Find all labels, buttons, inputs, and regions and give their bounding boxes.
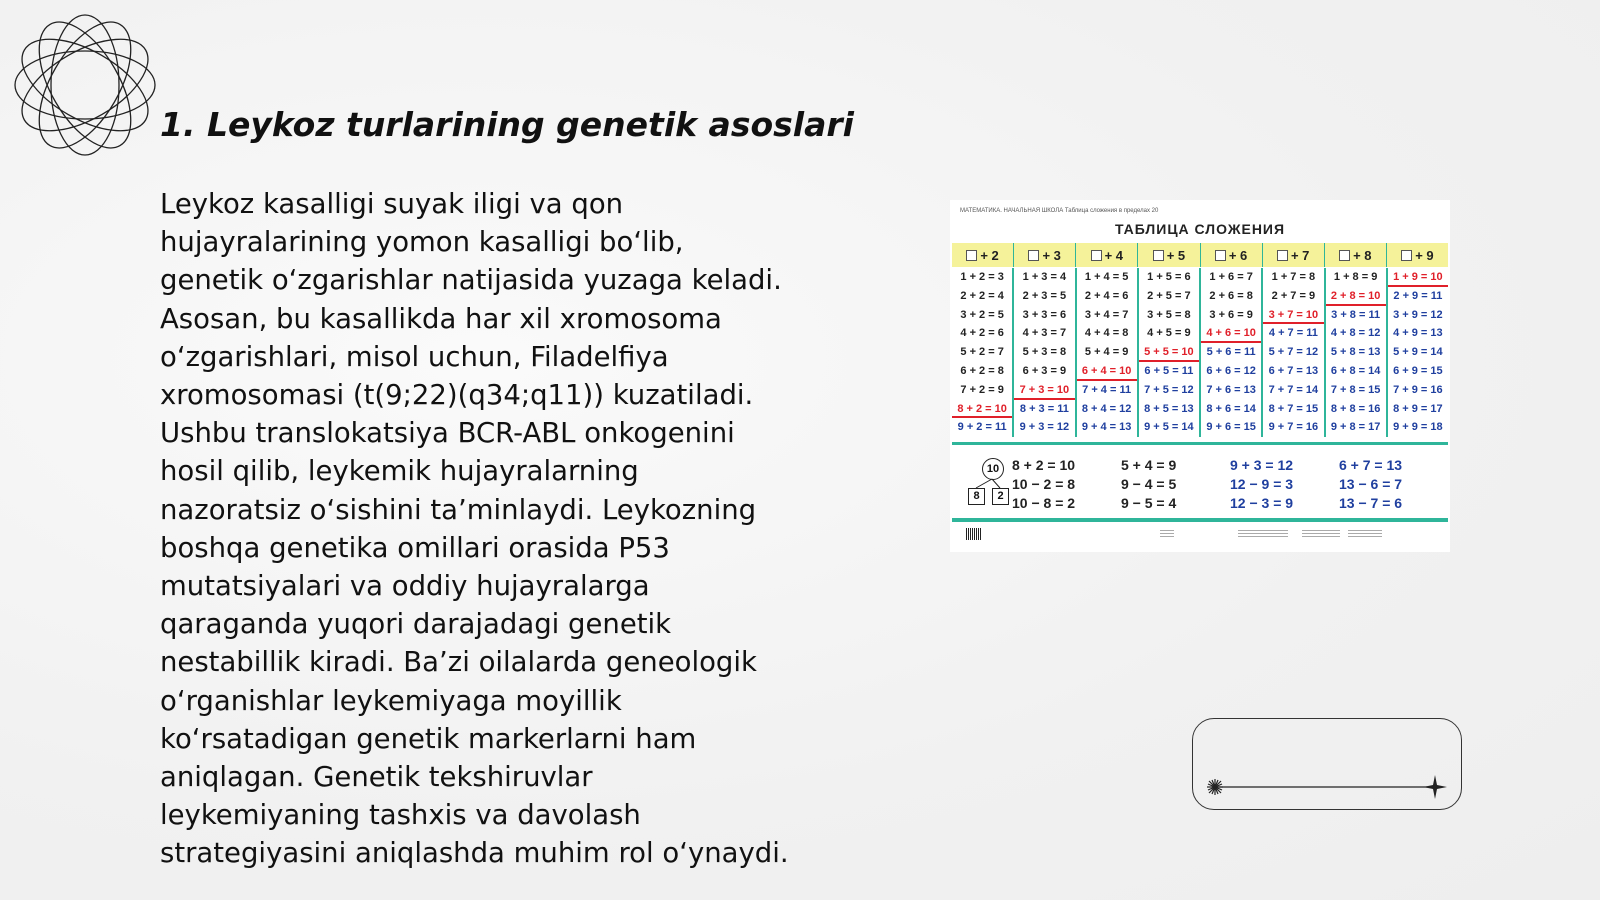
- poster-cell: 6 + 8 = 14: [1330, 364, 1381, 377]
- poster-cell: 5 + 9 = 14: [1393, 346, 1443, 359]
- poster-cell: 7 + 6 = 13: [1206, 383, 1256, 396]
- body-text-line: Asosan, bu kasallikda har xil xromosoma: [160, 302, 722, 335]
- addition-table-image: [950, 200, 1450, 552]
- poster-column-header-label: + 2: [980, 247, 999, 263]
- poster-divider: [952, 442, 1448, 445]
- body-text-line: xromosomasi (t(9;22)(q34;q11)) kuzatiladi.: [160, 379, 754, 412]
- poster-cell: 2 + 2 = 4: [960, 289, 1004, 302]
- poster-cell: 4 + 7 = 11: [1268, 327, 1318, 340]
- body-text-line: boshqa genetika omillari orasida P53: [160, 531, 670, 564]
- poster-column-headers: [952, 243, 1448, 267]
- poster-bottom-divider: [952, 518, 1448, 522]
- body-text-line: strategiyasini aniqlashda muhim rol o‘ynaydi.: [160, 837, 789, 870]
- decomposition-part-a: 8: [968, 488, 985, 505]
- poster-cell: 2 + 6 = 8: [1209, 289, 1253, 302]
- equation-block: [1339, 450, 1448, 512]
- poster-cell: 7 + 4 = 11: [1082, 383, 1132, 396]
- blank-box-icon: [1277, 250, 1288, 261]
- poster-cell: 9 + 4 = 13: [1081, 421, 1132, 434]
- star-icon: [1423, 775, 1447, 799]
- poster-cell: 7 + 3 = 10: [1014, 381, 1074, 400]
- poster-cell: 3 + 7 = 10: [1263, 306, 1323, 325]
- poster-cell: 4 + 5 = 9: [1147, 327, 1191, 340]
- poster-cell: 5 + 4 = 9: [1084, 346, 1129, 359]
- poster-column-header: [1324, 243, 1386, 267]
- blank-box-icon: [966, 250, 977, 261]
- poster-column-header-label: + 5: [1166, 247, 1186, 263]
- slide-title: 1. Leykoz turlarining genetik asoslari: [160, 105, 854, 144]
- poster-footer-fineprint: [1238, 530, 1288, 538]
- poster-cell: 2 + 4 = 6: [1084, 289, 1129, 302]
- poster-cell: 8 + 4 = 12: [1081, 402, 1132, 415]
- poster-cell: 6 + 5 = 11: [1144, 364, 1194, 377]
- poster-cell: 7 + 8 = 15: [1330, 383, 1381, 396]
- body-text-line: leykemiyaning tashxis va davolash: [160, 799, 641, 832]
- poster-cell: 4 + 9 = 13: [1393, 327, 1443, 340]
- poster-title: ТАБЛИЦА СЛОЖЕНИЯ: [1114, 221, 1286, 237]
- poster-column: [1137, 268, 1199, 437]
- poster-column: [1324, 268, 1386, 437]
- poster-cell: 3 + 2 = 5: [960, 308, 1004, 321]
- poster-cell: 4 + 3 = 7: [1022, 327, 1067, 340]
- poster-column-header: [1386, 243, 1448, 267]
- equation-line: 12 − 3 = 9: [1230, 495, 1294, 511]
- timeline-widget: [1192, 718, 1462, 810]
- poster-column-header: [952, 243, 1013, 267]
- body-text-line: o‘zgarishlari, misol uchun, Filadelfiya: [160, 340, 669, 373]
- poster-column-header: [1075, 243, 1137, 267]
- poster-cell: 3 + 3 = 6: [1022, 308, 1067, 321]
- blank-box-icon: [1091, 250, 1102, 261]
- body-text-line: hujayralarining yomon kasalligi bo‘lib,: [160, 226, 684, 259]
- poster-cell: 8 + 7 = 15: [1268, 402, 1319, 415]
- equation-block: [1230, 450, 1339, 512]
- equation-line: 12 − 9 = 3: [1230, 476, 1294, 492]
- poster-column-header-label: + 7: [1290, 247, 1310, 263]
- body-text-line: ko‘rsatadigan genetik markerlarni ham: [160, 722, 697, 755]
- poster-column-header-label: + 8: [1353, 247, 1372, 263]
- poster-cell: 1 + 2 = 3: [960, 271, 1004, 283]
- equation-line: 8 + 2 = 10: [1012, 457, 1076, 473]
- equation-line: 13 − 7 = 6: [1339, 495, 1403, 511]
- blank-box-icon: [1028, 250, 1039, 261]
- poster-cell: 6 + 4 = 10: [1077, 362, 1137, 381]
- poster-addition-grid: [952, 268, 1448, 437]
- poster-column: [1199, 268, 1261, 437]
- poster-cell: 7 + 9 = 16: [1393, 383, 1443, 396]
- poster-cell: 1 + 3 = 4: [1022, 271, 1067, 283]
- interlocking-circles-icon: [10, 10, 160, 160]
- poster-cell: 6 + 3 = 9: [1022, 364, 1067, 377]
- poster-column-header-label: + 6: [1228, 247, 1248, 263]
- equation-line: 6 + 7 = 13: [1339, 457, 1403, 473]
- poster-cell: 8 + 5 = 13: [1144, 402, 1194, 415]
- blank-box-icon: [1153, 250, 1164, 261]
- decomposition-lines: [952, 450, 1012, 490]
- equation-line: 9 − 5 = 4: [1121, 495, 1177, 511]
- sparkle-icon: [1207, 779, 1223, 795]
- body-text-line: mutatsiyalari va oddiy hujayralarga: [160, 570, 650, 603]
- poster-cell: 8 + 8 = 16: [1330, 402, 1381, 415]
- equation-line: 9 + 3 = 12: [1230, 457, 1294, 473]
- equation-line: 13 − 6 = 7: [1339, 476, 1403, 492]
- poster-cell: 4 + 8 = 12: [1330, 327, 1381, 340]
- poster-cell: 9 + 9 = 18: [1393, 421, 1443, 434]
- poster-cell: 9 + 3 = 12: [1019, 421, 1070, 434]
- poster-column-header: [1200, 243, 1262, 267]
- body-text-line: nestabillik kiradi. Ba’zi oilalarda geneologik: [160, 646, 757, 679]
- body-text-line: qaraganda yuqori darajadagi genetik: [160, 608, 672, 641]
- poster-cell: 5 + 3 = 8: [1022, 346, 1067, 359]
- blank-box-icon: [1401, 250, 1412, 261]
- poster-cell: 6 + 6 = 12: [1206, 364, 1256, 377]
- poster-cell: 7 + 5 = 12: [1144, 383, 1194, 396]
- equation-block: [1121, 450, 1230, 512]
- poster-column: [1075, 268, 1137, 437]
- poster-cell: 9 + 2 = 11: [957, 421, 1007, 434]
- body-text-line: aniqlagan. Genetik tekshiruvlar: [160, 761, 593, 794]
- poster-cell: 8 + 2 = 10: [952, 400, 1012, 419]
- equation-line: 9 − 4 = 5: [1121, 476, 1177, 492]
- poster-cell: 9 + 6 = 15: [1206, 421, 1256, 434]
- body-text-line: genetik o‘zgarishlar natijasida yuzaga keladi.: [160, 264, 782, 297]
- poster-cell: 2 + 7 = 9: [1271, 289, 1316, 302]
- poster-column: [952, 268, 1012, 437]
- body-text-line: nazoratsiz o‘sishini ta’minlaydi. Leykozning: [160, 493, 757, 526]
- poster-cell: 3 + 8 = 11: [1331, 308, 1381, 321]
- poster-footer-fineprint: [1302, 530, 1340, 538]
- blank-box-icon: [1215, 250, 1226, 261]
- poster-cell: 3 + 4 = 7: [1084, 308, 1129, 321]
- equation-line: 10 − 2 = 8: [1012, 476, 1076, 492]
- poster-cell: 3 + 5 = 8: [1147, 308, 1191, 321]
- poster-cell: 2 + 3 = 5: [1022, 289, 1067, 302]
- poster-cell: 2 + 8 = 10: [1326, 287, 1386, 306]
- poster-cell: 5 + 7 = 12: [1268, 346, 1319, 359]
- poster-cell: 9 + 7 = 16: [1268, 421, 1319, 434]
- poster-cell: 6 + 2 = 8: [960, 364, 1004, 377]
- poster-cell: 6 + 7 = 13: [1268, 364, 1319, 377]
- decomposition-whole: 10: [982, 458, 1004, 480]
- number-decomposition: [952, 450, 1012, 512]
- poster-cell: 1 + 8 = 9: [1333, 271, 1378, 283]
- poster-column-header: [1013, 243, 1075, 267]
- poster-column-header: [1262, 243, 1324, 267]
- blank-box-icon: [1339, 250, 1350, 261]
- publisher-logo-icon: [1160, 530, 1174, 538]
- poster-cell: 2 + 9 = 11: [1393, 289, 1443, 302]
- slide-body-text: [160, 185, 860, 873]
- poster-cell: 5 + 2 = 7: [960, 346, 1004, 359]
- body-text-line: Ushbu translokatsiya BCR-ABL onkogenini: [160, 417, 735, 450]
- poster-cell: 9 + 5 = 14: [1144, 421, 1194, 434]
- poster-cell: 4 + 4 = 8: [1084, 327, 1129, 340]
- poster-cell: 1 + 6 = 7: [1209, 271, 1253, 283]
- poster-column-header-label: + 9: [1415, 247, 1434, 263]
- poster-cell: 1 + 9 = 10: [1388, 268, 1448, 287]
- poster-cell: 8 + 9 = 17: [1393, 402, 1443, 415]
- poster-examples: [952, 450, 1448, 512]
- poster-cell: 5 + 6 = 11: [1206, 346, 1256, 359]
- equation-line: 5 + 4 = 9: [1121, 457, 1177, 473]
- poster-column-header-label: + 4: [1104, 247, 1124, 263]
- poster-cell: 7 + 7 = 14: [1268, 383, 1319, 396]
- poster-header-note: МАТЕМАТИКА. НАЧАЛЬНАЯ ШКОЛА Таблица сложения в пределах 20: [960, 208, 1159, 214]
- poster-cell: 7 + 2 = 9: [960, 383, 1004, 396]
- poster-cell: 4 + 2 = 6: [960, 327, 1004, 340]
- poster-footer-fineprint: [1348, 530, 1382, 538]
- poster-cell: 9 + 8 = 17: [1330, 421, 1381, 434]
- equation-line: 10 − 8 = 2: [1012, 495, 1076, 511]
- poster-cell: 4 + 6 = 10: [1201, 324, 1261, 343]
- poster-cell: 1 + 4 = 5: [1084, 271, 1129, 283]
- poster-cell: 1 + 5 = 6: [1147, 271, 1191, 283]
- poster-cell: 8 + 3 = 11: [1019, 402, 1069, 415]
- poster-column-header-label: + 3: [1042, 247, 1061, 263]
- poster-cell: 3 + 6 = 9: [1209, 308, 1253, 321]
- equation-block: [1012, 450, 1121, 512]
- poster-cell: 3 + 9 = 12: [1393, 308, 1443, 321]
- poster-column: [1012, 268, 1074, 437]
- poster-cell: 5 + 8 = 13: [1330, 346, 1381, 359]
- poster-cell: 5 + 5 = 10: [1139, 343, 1199, 362]
- body-text-line: o‘rganishlar leykemiyaga moyillik: [160, 684, 622, 717]
- poster-column-header: [1137, 243, 1199, 267]
- poster-cell: 8 + 6 = 14: [1206, 402, 1256, 415]
- body-text-line: Leykoz kasalligi suyak iligi va qon: [160, 188, 624, 220]
- barcode-icon: [966, 528, 982, 540]
- poster-column: [1261, 268, 1323, 437]
- poster-column: [1386, 268, 1448, 437]
- poster-cell: 6 + 9 = 15: [1393, 364, 1443, 377]
- body-text-line: hosil qilib, leykemik hujayralarning: [160, 455, 639, 488]
- poster-cell: 2 + 5 = 7: [1147, 289, 1191, 302]
- decomposition-part-b: 2: [992, 488, 1009, 505]
- poster-cell: 1 + 7 = 8: [1271, 271, 1316, 283]
